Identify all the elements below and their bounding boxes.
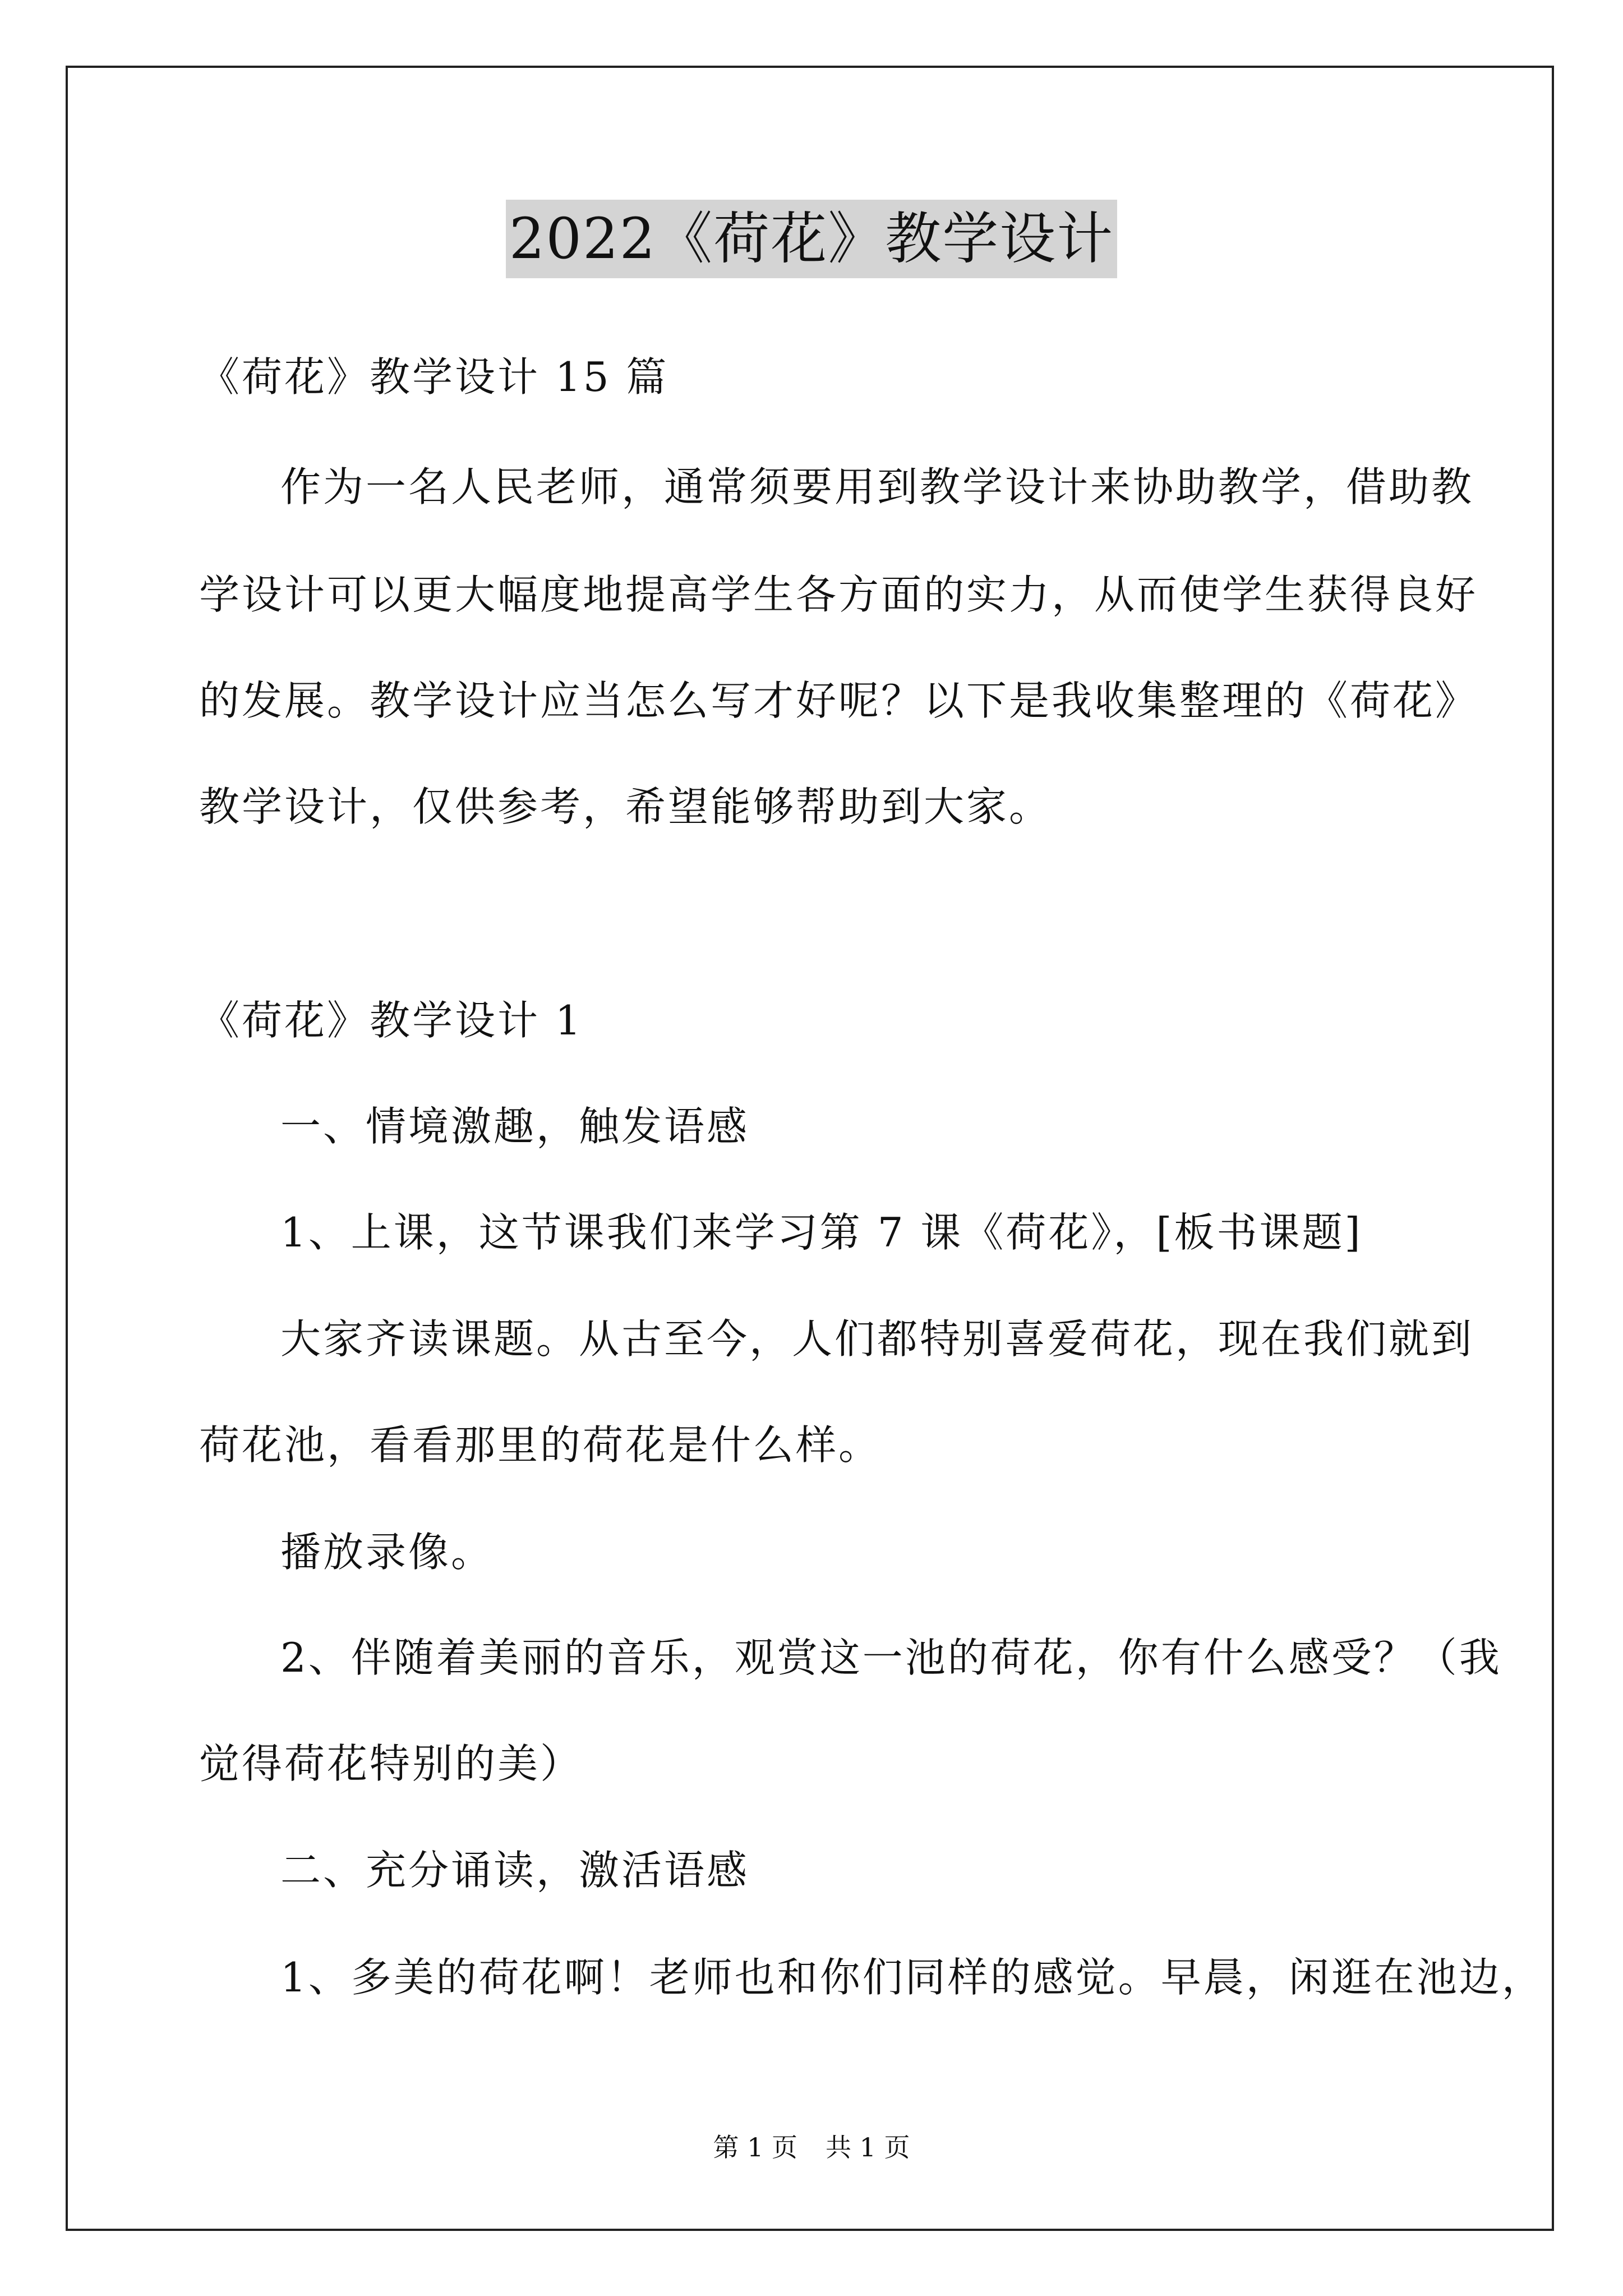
document-subtitle: 《荷花》教学设计 15 篇 xyxy=(199,353,669,401)
body-line-4: 荷花池，看看那里的荷花是什么样。 xyxy=(199,1421,882,1469)
body-line-6: 2、伴随着美丽的音乐，观赏这一池的荷花，你有什么感受？（我 xyxy=(280,1634,1502,1681)
body-line-9: 1、多美的荷花啊！老师也和你们同样的感觉。早晨，闲逛在池边， xyxy=(280,1954,1544,2001)
intro-line-1: 作为一名人民老师，通常须要用到教学设计来协助教学，借助教 xyxy=(280,463,1474,510)
body-line-7: 觉得荷花特别的美） xyxy=(199,1740,583,1787)
title-container xyxy=(0,200,1623,278)
body-line-1: 一、情境激趣，触发语感 xyxy=(280,1103,750,1150)
section-heading: 《荷花》教学设计 1 xyxy=(199,997,583,1044)
intro-line-3: 的发展。教学设计应当怎么写才好呢？以下是我收集整理的《荷花》 xyxy=(199,677,1478,724)
intro-line-2: 学设计可以更大幅度地提高学生各方面的实力，从而使学生获得良好 xyxy=(199,571,1478,618)
body-line-8: 二、充分诵读，激活语感 xyxy=(280,1847,750,1894)
intro-line-4: 教学设计，仅供参考，希望能够帮助到大家。 xyxy=(199,783,1052,830)
page-footer xyxy=(0,2131,1623,2164)
body-line-2: 1、上课，这节课我们来学习第 7 课《荷花》，[板书课题] xyxy=(280,1209,1363,1256)
body-line-3: 大家齐读课题。从古至今，人们都特别喜爱荷花，现在我们就到 xyxy=(280,1315,1474,1363)
body-line-5: 播放录像。 xyxy=(280,1529,494,1576)
document-title: 2022《荷花》教学设计 xyxy=(506,200,1118,278)
page-number: 第 1 页 xyxy=(713,2132,797,2162)
page-total: 共 1 页 xyxy=(826,2132,910,2162)
